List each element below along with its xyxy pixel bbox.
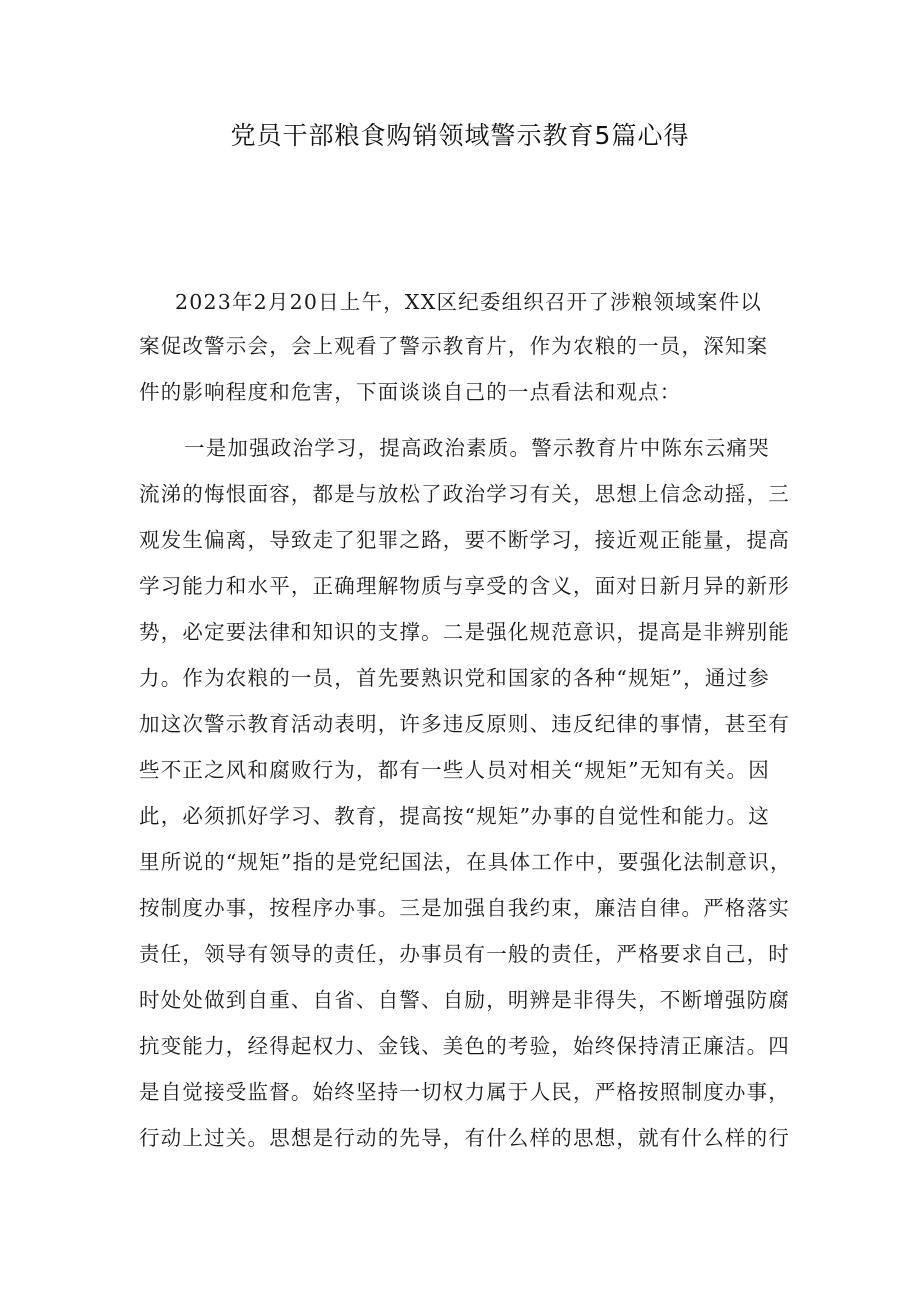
paragraph1-line: 2023年2月20日上午，XX区纪委组织召开了涉粮领域案件以 — [175, 290, 762, 314]
paragraph2-line: 势，必定要法律和知识的支撑。二是强化规范意识，提高是非辨别能 — [139, 620, 790, 644]
paragraph2-line: 加这次警示教育活动表明，许多违反原则、违反纪律的事情，甚至有 — [139, 712, 790, 736]
paragraph2-line: 行动上过关。思想是行动的先导，有什么样的思想，就有什么样的行 — [139, 1126, 790, 1150]
paragraph2-line: 流涕的悔恨面容，都是与放松了政治学习有关，思想上信念动摇，三 — [139, 482, 790, 506]
paragraph2-line: 一是加强政治学习，提高政治素质。警示教育片中陈东云痛哭 — [184, 436, 770, 460]
paragraph2-line: 抗变能力，经得起权力、金钱、美色的考验，始终保持清正廉洁。四 — [139, 1034, 790, 1058]
document-title: 党员干部粮食购销领域警示教育5篇心得 — [230, 121, 690, 150]
paragraph2-line: 观发生偏离，导致走了犯罪之路，要不断学习，接近观正能量，提高 — [139, 528, 790, 552]
paragraph2-line: 力。作为农粮的一员，首先要熟识党和国家的各种“规矩”，通过参 — [139, 666, 770, 690]
paragraph1-line: 案促改警示会，会上观看了警示教育片，作为农粮的一员，深知案 — [139, 334, 769, 358]
paragraph2-line: 些不正之风和腐败行为，都有一些人员对相关“规矩”无知有关。因 — [139, 758, 770, 782]
paragraph2-line: 责任，领导有领导的责任，办事员有一般的责任，严格要求自己，时 — [139, 942, 790, 966]
paragraph2-line: 时处处做到自重、自省、自警、自励，明辨是非得失，不断增强防腐 — [139, 988, 790, 1012]
paragraph2-line: 学习能力和水平，正确理解物质与享受的含义，面对日新月异的新形 — [139, 574, 790, 598]
paragraph1-line: 件的影响程度和危害，下面谈谈自己的一点看法和观点： — [139, 380, 682, 404]
paragraph2-line: 是自觉接受监督。始终坚持一切权力属于人民，严格按照制度办事， — [139, 1080, 790, 1104]
paragraph2-line: 里所说的“规矩”指的是党纪国法，在具体工作中，要强化法制意识， — [139, 850, 792, 874]
paragraph2-line: 按制度办事，按程序办事。三是加强自我约束，廉洁自律。严格落实 — [139, 896, 790, 920]
paragraph2-line: 此，必须抓好学习、教育，提高按“规矩”办事的自觉性和能力。这 — [139, 804, 770, 828]
